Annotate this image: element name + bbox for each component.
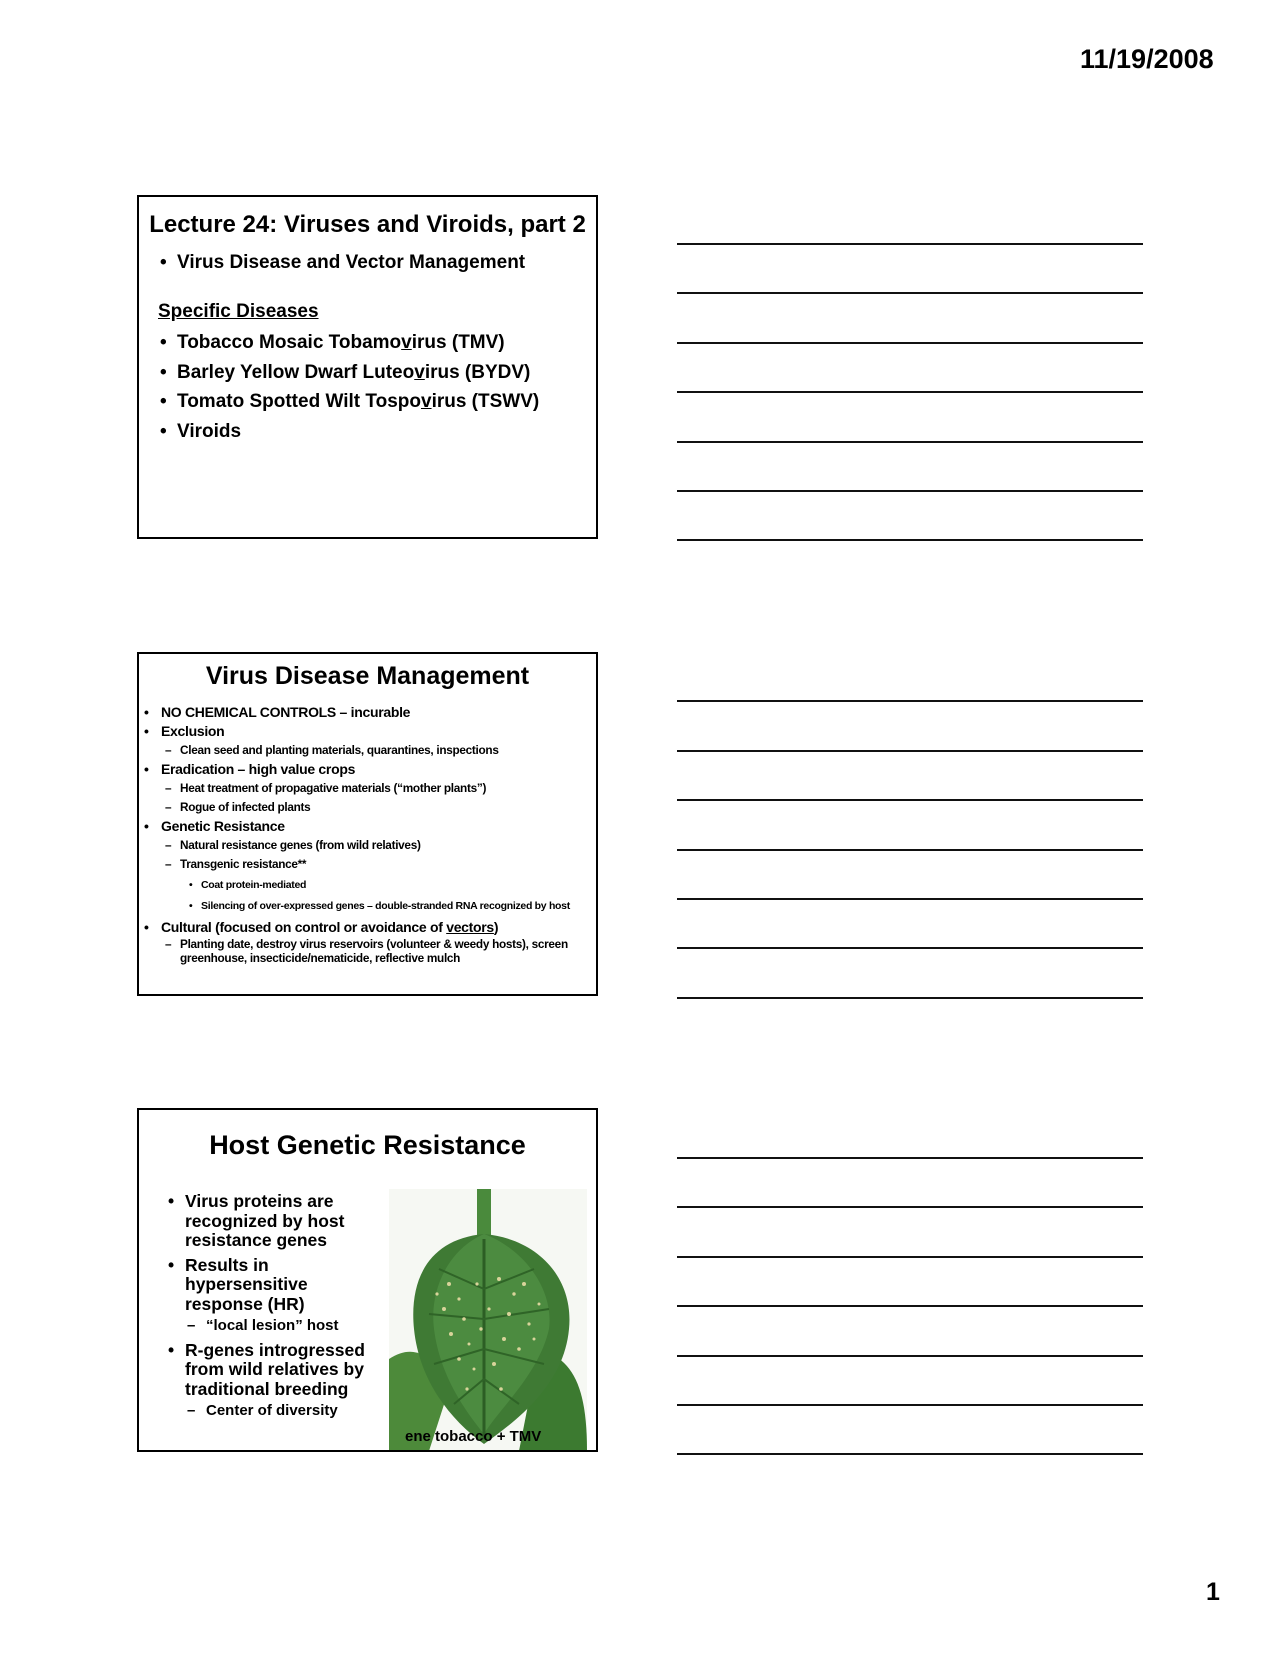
text: Tobacco Mosaic Tobamo <box>177 332 402 353</box>
disease-list <box>177 328 596 446</box>
slide-3-title: Host Genetic Resistance <box>209 1130 526 1160</box>
sub-item: – Natural resistance genes (from wild relatives) <box>180 836 596 855</box>
section-heading: Specific Diseases <box>158 301 319 322</box>
note-line <box>677 750 1143 752</box>
list-item <box>185 1256 365 1336</box>
note-line <box>677 1355 1143 1357</box>
list-item: • NO CHEMICAL CONTROLS – incurable <box>161 703 596 722</box>
note-line <box>677 1157 1143 1159</box>
slide-3 <box>137 1108 598 1452</box>
slide-1-intro-list <box>177 252 596 274</box>
tobacco-leaf-image <box>389 1189 587 1451</box>
slide-2-title: Virus Disease Management <box>205 662 530 690</box>
note-line <box>677 490 1143 492</box>
note-line <box>677 342 1143 344</box>
resistance-list <box>185 1192 365 1426</box>
list-item: • Virus Disease and Vector Management <box>177 252 596 274</box>
list-item <box>177 358 596 388</box>
list-item <box>161 918 596 937</box>
note-line <box>677 1305 1143 1307</box>
list-item: • Viroids <box>177 417 596 447</box>
list-item: • Eradication – high value crops <box>161 760 596 779</box>
note-line <box>677 1453 1143 1455</box>
sub-item: – Clean seed and planting materials, quarantines, inspections <box>180 741 596 760</box>
note-line <box>677 849 1143 851</box>
sub-item: – “local lesion” host <box>206 1316 365 1336</box>
list-item: • Virus proteins are recognized by host resistance genes <box>185 1192 365 1251</box>
text: vectors <box>446 919 494 935</box>
note-line <box>677 292 1143 294</box>
text: ) <box>493 919 499 935</box>
note-line <box>677 799 1143 801</box>
note-line <box>677 539 1143 541</box>
text: Results in hypersensitive response (HR) <box>185 1254 308 1314</box>
note-line <box>677 1206 1143 1208</box>
leaf-illustration <box>389 1189 587 1451</box>
note-line <box>677 1404 1143 1406</box>
sub-item: – Planting date, destroy virus reservoirs (volunteer & weedy hosts), screen greenhouse, insecticide/nematicide, reflective mulch <box>180 937 596 965</box>
text: Tomato Spotted Wilt Tospo <box>177 391 421 412</box>
note-line <box>677 243 1143 245</box>
list-item: • Genetic Resistance <box>161 817 596 836</box>
text: v <box>401 332 412 353</box>
page-number: 1 <box>1206 1578 1220 1606</box>
date-label: 11/19/2008 <box>1080 44 1214 74</box>
image-caption: ene tobacco + TMV <box>405 1428 542 1445</box>
list-item <box>177 387 596 417</box>
sub-item: – Transgenic resistance** <box>180 855 596 874</box>
sub-item: – Heat treatment of propagative materials (“mother plants”) <box>180 779 596 798</box>
text: R-genes introgressed from wild relatives by traditional breeding <box>185 1339 365 1399</box>
list-item: • Exclusion <box>161 722 596 741</box>
sub-sub-item: • Coat protein-mediated <box>201 876 596 895</box>
text: Cultural (focused on control or avoidance of <box>161 919 447 935</box>
text: irus (TMV) <box>411 332 505 353</box>
text: v <box>414 361 425 383</box>
note-line <box>677 391 1143 393</box>
list-item <box>177 328 596 358</box>
note-line <box>677 997 1143 999</box>
text: irus (TSWV) <box>431 391 540 412</box>
note-line <box>677 700 1143 702</box>
text: Barley Yellow Dwarf Luteo <box>177 361 415 383</box>
list-item <box>185 1341 365 1421</box>
sub-item: – Center of diversity <box>206 1401 365 1421</box>
slide-1 <box>137 195 598 539</box>
text: v <box>420 391 432 412</box>
management-list <box>161 703 596 965</box>
note-line <box>677 898 1143 900</box>
note-line <box>677 441 1143 443</box>
text: irus (BYDV) <box>424 361 531 383</box>
note-line <box>677 947 1143 949</box>
note-line <box>677 1256 1143 1258</box>
slide-1-title: Lecture 24: Viruses and Viroids, part 2 <box>149 211 586 238</box>
sub-item: – Rogue of infected plants <box>180 798 596 817</box>
slide-2 <box>137 652 598 996</box>
sub-sub-item: • Silencing of over-expressed genes – double-stranded RNA recognized by host <box>201 897 596 916</box>
